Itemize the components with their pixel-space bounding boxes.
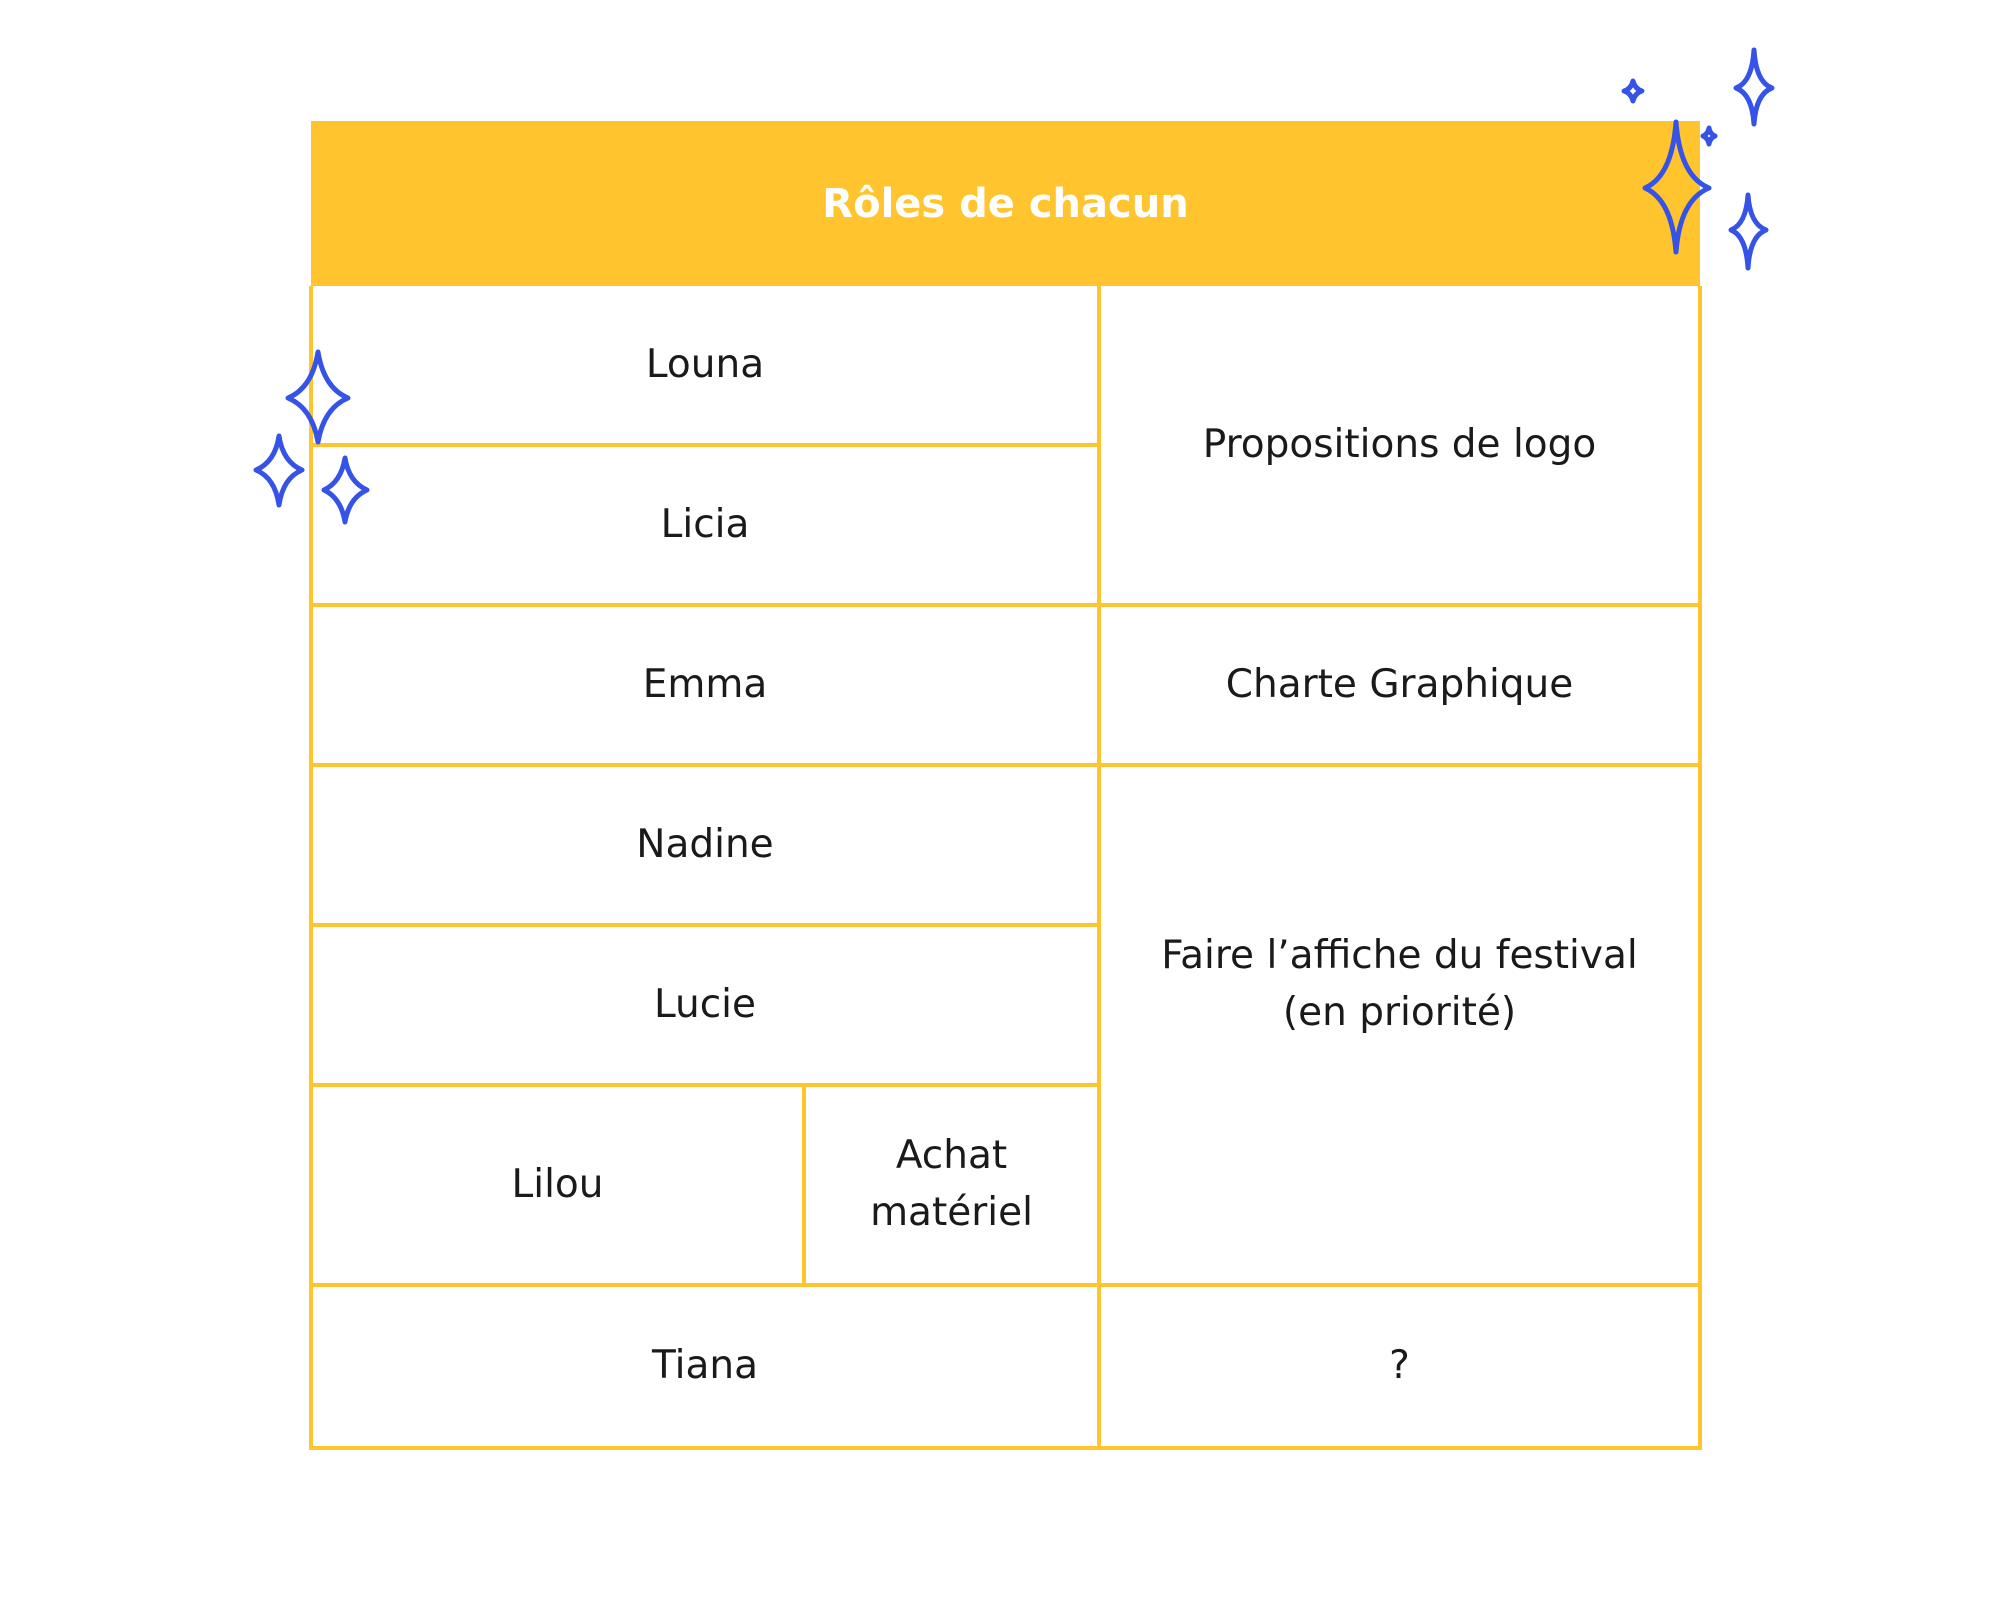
name-cell-lilou: Lilou [511,1161,604,1207]
grid-line [1698,286,1702,1450]
task-cell-achat: Achat matériel [870,1133,1033,1235]
grid-line [802,1085,806,1285]
name-cell-licia: Licia [660,501,750,547]
sparkle-icon [1703,128,1715,144]
name-cell-tiana: Tiana [652,1343,758,1389]
role-cell-logo: Propositions de logo [1202,422,1597,468]
roles-table [311,121,1700,1448]
grid-line [311,1083,1099,1087]
grid-line [311,923,1099,927]
grid-line [1097,286,1101,1450]
role-cell-charte: Charte Graphique [1225,661,1574,707]
sparkle-icon [256,436,302,505]
role-cell-affiche [1099,765,1700,1285]
grid-line [311,603,1700,607]
grid-line [311,443,1099,447]
role-affiche-line1: Faire l’affiche du festival [1161,933,1638,979]
table-title: Rôles de chacun [311,121,1700,286]
sparkle-icon [1736,50,1772,124]
name-cell-nadine: Nadine [636,821,774,867]
grid-line [311,763,1700,767]
sparkle-icon [1624,81,1642,101]
grid-line [309,1446,1702,1450]
sparkle-icon [1731,195,1766,268]
grid-line [309,286,313,1450]
name-cell-emma: Emma [642,661,768,707]
role-affiche-line2: (en priorité) [1282,990,1517,1035]
grid-line [311,1283,1700,1287]
name-cell-lucie: Lucie [653,981,757,1027]
role-cell-unknown: ? [1389,1343,1410,1389]
name-cell-louna: Louna [645,342,765,388]
